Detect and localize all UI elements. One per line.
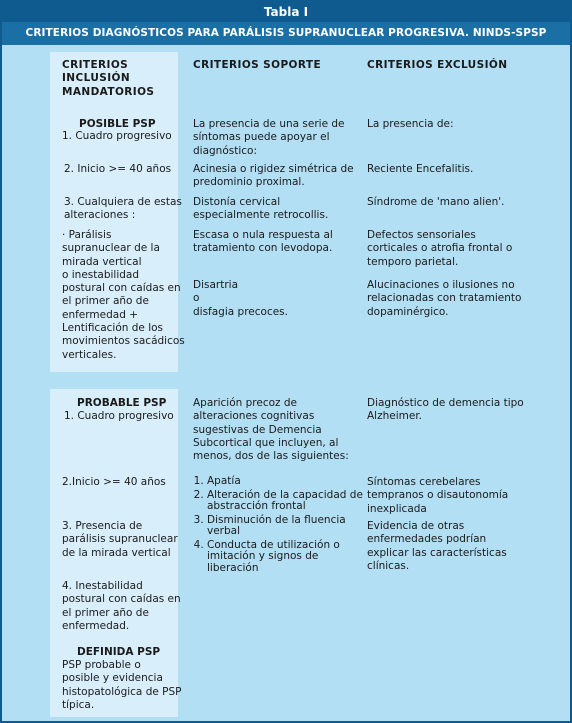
posible-exclusion-5: Alucinaciones o ilusiones no relacionadas con tratamiento dopaminérgico. (367, 279, 522, 318)
probable-inclusion-2: 2.Inicio >= 40 años (62, 476, 166, 488)
probable-inclusion-3: 3. Presencia de parálisis supranuclear de la mirada vertical (62, 520, 178, 559)
posible-title: POSIBLE PSP (79, 118, 156, 130)
probable-title: PROBABLE PSP (77, 397, 167, 409)
posible-soporte-4: Escasa o nula respuesta al tratamiento con levodopa. (193, 229, 333, 255)
posible-exclusion-4: Defectos sensoriales corticales o atrofia frontal o temporo parietal. (367, 229, 513, 268)
posible-inclusion-2: 2. Inicio >= 40 años (64, 163, 172, 175)
probable-exclusion-3: Evidencia de otras enfermedades podrían explicar las características clínicas. (367, 520, 507, 572)
posible-exclusion-3: Síndrome de 'mano alien'. (367, 196, 505, 208)
table-title: CRITERIOS DIAGNÓSTICOS PARA PARÁLISIS SUPRANUCLEAR PROGRESIVA. NINDS-SPSP (2, 22, 570, 45)
header-soporte: CRITERIOS SOPORTE (193, 59, 322, 71)
posible-soporte-3: Distonía cervical especialmente retrocollis. (193, 196, 329, 222)
list-item: 1. Apatía (207, 476, 367, 488)
posible-soporte-5: Disartria o disfagia precoces. (193, 279, 288, 318)
probable-exclusion-2: Síntomas cerebelares tempranos o disautonomía inexplicada (367, 476, 509, 515)
list-item: 2. Alteración de la capacidad de abstracción frontal (207, 490, 367, 513)
posible-exclusion-2: Reciente Encefalitis. (367, 163, 474, 175)
definida-title: DEFINIDA PSP (77, 646, 161, 658)
probable-inclusion-1: 1. Cuadro progresivo (64, 410, 174, 422)
header-exclusion: CRITERIOS EXCLUSIÓN (367, 59, 508, 71)
posible-exclusion-1: La presencia de: (367, 118, 454, 130)
table-caption: Tabla I (2, 2, 570, 22)
posible-soporte-2: Acinesia o rigidez simétrica de predominio proximal. (193, 163, 354, 189)
probable-soporte-list (193, 476, 367, 576)
posible-inclusion-3: 3. Cualquiera de estas alteraciones : (64, 196, 182, 222)
probable-soporte-intro: Aparición precoz de alteraciones cognitivas sugestivas de Demencia Subcortical que incluyen, al menos, dos de las siguientes: (193, 397, 349, 463)
posible-inclusion-4: · Parálisis supranuclear de la mirada vertical o inestabilidad postural con caídas en el primer año de enfermedad + Lentificación de los movimientos sacádicos verticales. (62, 229, 185, 361)
list-item: 4. Conducta de utilización o imitación y signos de liberación (207, 540, 367, 575)
probable-exclusion-1: Diagnóstico de demencia tipo Alzheimer. (367, 397, 524, 423)
posible-inclusion-1: 1. Cuadro progresivo (62, 130, 172, 142)
header-inclusion: CRITERIOS INCLUSIÓN MANDATORIOS (62, 59, 155, 98)
list-item: 3. Disminución de la fluencia verbal (207, 515, 367, 538)
definida-text: PSP probable o posible y evidencia histopatológica de PSP típica. (62, 659, 182, 711)
probable-inclusion-4: 4. Inestabilidad postural con caídas en el primer año de enfermedad. (62, 580, 181, 632)
posible-soporte-1: La presencia de una serie de síntomas puede apoyar el diagnóstico: (193, 118, 345, 157)
